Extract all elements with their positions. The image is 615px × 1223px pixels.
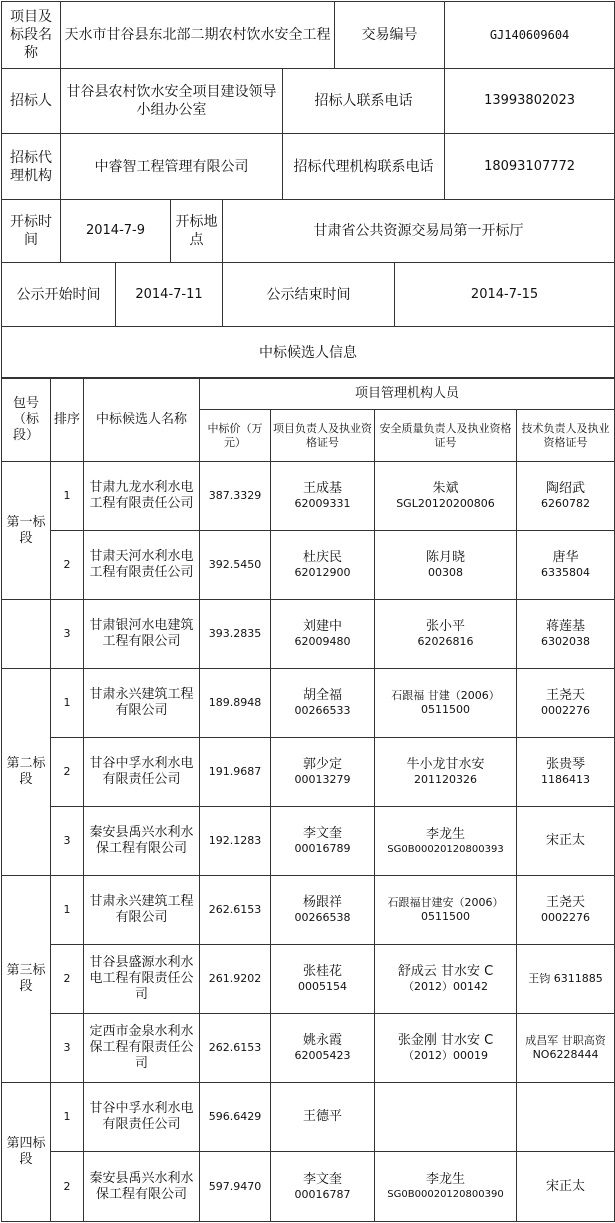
pub-start: 2014-7-11: [116, 263, 223, 327]
open-place-label: 开标地点: [171, 200, 223, 263]
table-row: [2, 669, 615, 738]
tech-no: 6335804: [541, 566, 590, 579]
sq-name: 李龙生: [425, 826, 465, 842]
table-row: [2, 738, 615, 807]
sq-name: 朱斌: [432, 481, 459, 496]
pm-name: 刘建中: [302, 619, 342, 634]
tech-cell-empty: [517, 1083, 615, 1152]
pm-name: 王德平: [302, 1109, 342, 1124]
col-section: 包号（标段）: [2, 378, 51, 462]
project-label: 项目及标段名称: [2, 2, 61, 69]
sq-name: 张小平: [425, 619, 465, 634]
company-cell: 甘谷中孚水利水电有限责任公司: [84, 1083, 200, 1152]
sq-no: SG0B00020120800390: [387, 1189, 504, 1200]
rank-cell: 2: [51, 738, 84, 807]
tx-no: GJ140609604: [445, 2, 615, 69]
company-cell: 甘肃永兴建筑工程有限公司: [84, 669, 200, 738]
rank-cell: 1: [51, 1083, 84, 1152]
price-cell: 596.6429: [200, 1083, 271, 1152]
rank-cell: 3: [51, 600, 84, 669]
sq-name: 牛小龙甘水安: [406, 757, 485, 772]
sq-name: 石跟福甘建安（2006）: [387, 896, 504, 909]
col-safety: 安全质量负责人及执业资格证号: [375, 410, 517, 462]
rank-cell: 3: [51, 807, 84, 876]
col-staff-group: 项目管理机构人员: [200, 378, 615, 410]
company-cell: 甘谷县盛源水利水电工程有限责任公司: [84, 945, 200, 1014]
rank-cell: 1: [51, 876, 84, 945]
agent-label: 招标代理机构: [2, 134, 61, 200]
table-row: [2, 876, 615, 945]
sq-no: 0511500: [421, 703, 470, 716]
pub-end: 2014-7-15: [395, 263, 615, 327]
pm-no: 00016787: [294, 1187, 351, 1201]
price-cell: 261.9202: [200, 945, 271, 1014]
price-cell: 392.5450: [200, 531, 271, 600]
table-row: [2, 1083, 615, 1152]
pm-no: 00266538: [294, 911, 351, 924]
pm-no: 00016789: [294, 842, 351, 855]
tech-name: 蒋莲基: [546, 619, 586, 634]
tech-name: 王钧 6311885: [528, 972, 603, 985]
agent-phone-label: 招标代理机构联系电话: [283, 134, 445, 200]
col-tech: 技术负责人及执业资格证号: [517, 410, 615, 462]
company-cell: 定西市金泉水利水保工程有限责任公司: [84, 1014, 200, 1083]
section-cell: 第四标段: [2, 1083, 51, 1222]
table-row: [2, 531, 615, 600]
sq-no: 0511500: [421, 910, 470, 923]
pm-name: 王成基: [302, 481, 342, 496]
tech-no: 6302038: [541, 635, 590, 648]
agent: 中睿智工程管理有限公司: [61, 134, 283, 200]
pm-name: 张桂花: [302, 964, 342, 979]
price-cell: 191.9687: [200, 738, 271, 807]
sq-name: 陈月晓: [425, 550, 465, 565]
sq-name: 舒成云 甘水安 C: [397, 964, 494, 979]
pm-name: 李文奎: [302, 1171, 342, 1187]
tech-name: 张贵琴: [546, 757, 586, 772]
sq-no: 201120326: [414, 773, 477, 786]
pm-no: 00013279: [294, 773, 351, 786]
company-cell: 甘肃天河水利水电工程有限责任公司: [84, 531, 200, 600]
tech-no: 6260782: [541, 497, 590, 510]
rank-cell: 3: [51, 1014, 84, 1083]
open-place: 甘肃省公共资源交易局第一开标厅: [223, 200, 615, 263]
price-cell: 262.6153: [200, 1014, 271, 1083]
company-cell: 秦安县禹兴水利水保工程有限公司: [84, 1152, 200, 1222]
table-row: [2, 462, 615, 531]
tech-no: 0002276: [541, 704, 590, 717]
tech-name: 唐华: [552, 550, 579, 565]
tech-name: 王尧天: [546, 895, 586, 910]
pm-no: 62005423: [294, 1049, 351, 1062]
tenderer-label: 招标人: [2, 69, 61, 134]
pm-no: 62009480: [294, 635, 351, 648]
rank-cell: 2: [51, 945, 84, 1014]
sq-name: 石跟福 甘建（2006）: [391, 689, 500, 702]
col-pm: 项目负责人及执业资格证号: [271, 410, 375, 462]
sq-no: SG0B00020120800393: [387, 843, 504, 855]
price-cell: 189.8948: [200, 669, 271, 738]
company-cell: 甘肃银河水电建筑工程有限公司: [84, 600, 200, 669]
tech-name: 陶绍武: [546, 481, 586, 496]
pm-name: 姚永霞: [302, 1033, 342, 1048]
table-row: [2, 945, 615, 1014]
section-cell: 第三标段: [2, 876, 51, 1083]
agent-phone: 18093107772: [445, 134, 615, 200]
table-row: [2, 1152, 615, 1222]
pm-name: 胡全福: [302, 688, 342, 703]
info-table: [1, 1, 615, 379]
sq-no: 00308: [428, 566, 463, 579]
sq-name: 张金刚 甘水安 C: [397, 1033, 494, 1048]
price-cell: 262.6153: [200, 876, 271, 945]
open-time: 2014-7-9: [61, 200, 171, 263]
rank-cell: 2: [51, 531, 84, 600]
company-cell: 甘肃永兴建筑工程有限公司: [84, 876, 200, 945]
table-row: [2, 1014, 615, 1083]
candidate-table: [1, 377, 615, 1222]
tenderer-phone: 13993802023: [445, 69, 615, 134]
price-cell: 192.1283: [200, 807, 271, 876]
company-cell: 甘肃九龙水利水电工程有限责任公司: [84, 462, 200, 531]
open-time-label: 开标时间: [2, 200, 61, 263]
tx-label: 交易编号: [335, 2, 445, 69]
tenderer: 甘谷县农村饮水安全项目建设领导小组办公室: [61, 69, 283, 134]
pm-name: 杜庆民: [302, 550, 342, 565]
sq-no: SGL20120200806: [396, 497, 495, 510]
sq-no: 62026816: [417, 635, 474, 648]
pm-no: 00266533: [294, 704, 351, 717]
pm-no: 62009331: [294, 497, 351, 510]
rank-cell: 1: [51, 462, 84, 531]
pub-start-label: 公示开始时间: [2, 263, 116, 327]
section-cell: 第一标段: [2, 462, 51, 600]
tech-name: 宋正太: [546, 1178, 586, 1194]
col-name: 中标候选人名称: [84, 378, 200, 462]
tech-name: 成昌军 甘职高资: [525, 1034, 606, 1047]
pm-name: 杨跟祥: [302, 895, 342, 910]
tech-no: 1186413: [541, 773, 590, 786]
sq-cell-empty: [375, 1083, 517, 1152]
tech-no: 0002276: [541, 911, 590, 924]
sq-no: （2012）00019: [403, 1049, 488, 1062]
pm-no: 62012900: [294, 566, 351, 579]
pm-name: 郭少定: [302, 757, 342, 772]
tech-name: 宋正太: [546, 833, 586, 848]
section-title: 中标候选人信息: [2, 327, 615, 379]
sq-no: （2012）00142: [403, 980, 488, 993]
section-cell: 第二标段: [2, 669, 51, 876]
company-cell: 甘谷中孚水利水电有限责任公司: [84, 738, 200, 807]
tech-name: 王尧天: [546, 688, 586, 703]
pm-no: 0005154: [298, 980, 347, 993]
price-cell: 597.9470: [200, 1152, 271, 1222]
tech-no: NO6228444: [532, 1048, 599, 1061]
price-cell: 387.3329: [200, 462, 271, 531]
project-name: 天水市甘谷县东北部二期农村饮水安全工程: [61, 2, 335, 69]
col-price: 中标价（万元）: [200, 410, 271, 462]
table-row: [2, 600, 615, 669]
price-cell: 393.2835: [200, 600, 271, 669]
pub-end-label: 公示结束时间: [223, 263, 395, 327]
tenderer-phone-label: 招标人联系电话: [283, 69, 445, 134]
sq-name: 李龙生: [425, 1172, 465, 1187]
company-cell: 秦安县禹兴水利水保工程有限公司: [84, 807, 200, 876]
section-cell-empty: [2, 600, 51, 669]
table-row: [2, 807, 615, 876]
rank-cell: 2: [51, 1152, 84, 1222]
pm-name: 李文奎: [302, 826, 342, 841]
col-rank: 排序: [51, 378, 84, 462]
rank-cell: 1: [51, 669, 84, 738]
